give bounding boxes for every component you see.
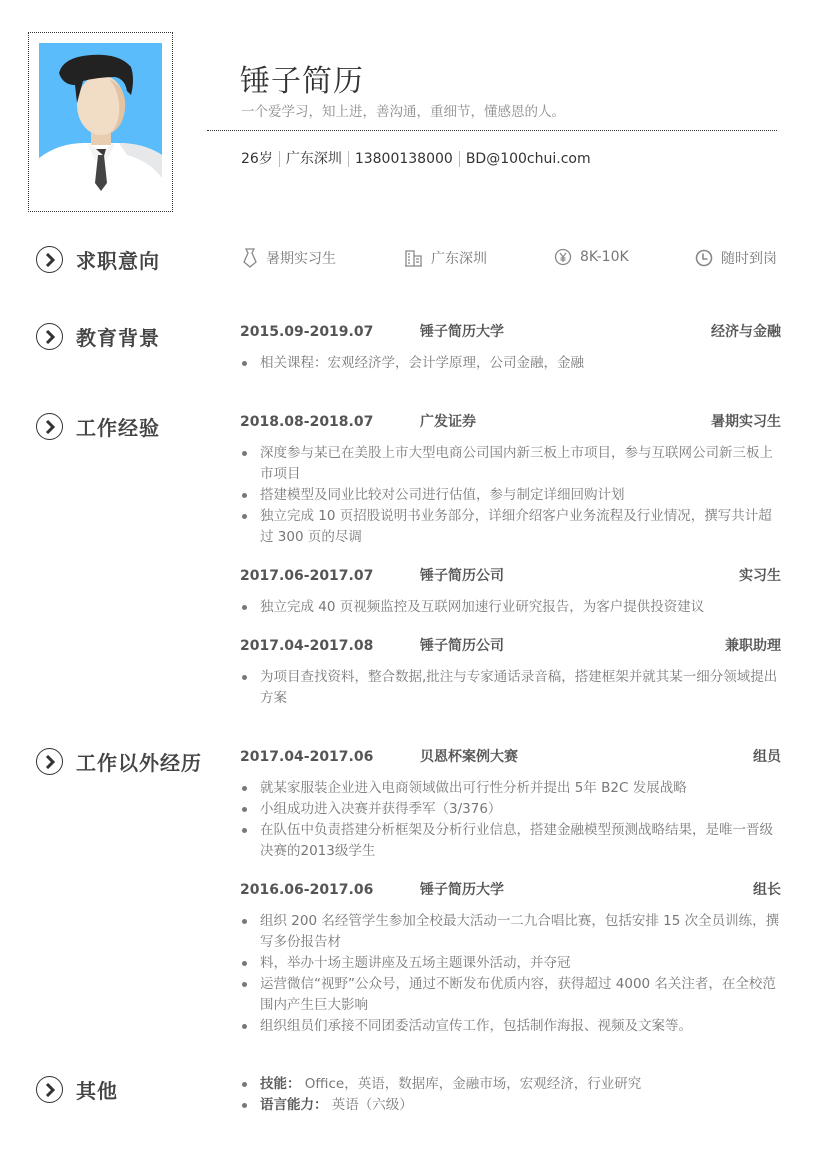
entry-role: 暑期实习生 [711, 414, 781, 430]
yen-icon [554, 248, 572, 266]
chevron-right-circle-icon [36, 413, 63, 440]
entry-date: 2018.08-2018.07 [240, 414, 374, 430]
chevron-right-circle-icon [36, 246, 63, 273]
entry-role: 组长 [753, 882, 781, 898]
avatar [39, 43, 162, 201]
section-title: 教育背景 [76, 326, 160, 350]
extra-bullets [240, 911, 785, 1037]
entry-date: 2017.04-2017.08 [240, 638, 374, 654]
other-bullets [240, 1074, 785, 1116]
tie-icon [242, 248, 258, 268]
entry-date: 2017.06-2017.07 [240, 568, 374, 584]
list-item: 深度参与某已在美股上市大型电商公司国内新三板上市项目，参与互联网公司新三板上市项目 [240, 443, 785, 485]
entry-org: 锤子简历大学 [420, 882, 504, 898]
list-item: 就某家服装企业进入电商领域做出可行性分析并提出 5年 B2C 发展战略 [240, 778, 785, 799]
entry-org: 广发证券 [420, 414, 476, 430]
list-item: 小组成功进入决赛并获得季军（3/376） [240, 799, 785, 820]
contact-line [241, 149, 591, 169]
skill-label: 技能： [260, 1076, 301, 1092]
list-item: 为项目查找资料，整合数据,批注与专家通话录音稿，搭建框架并就其某一细分领域提出方案 [240, 667, 785, 709]
list-item [240, 1074, 785, 1095]
separator [348, 151, 349, 167]
list-item: 相关课程：宏观经济学，会计学原理，公司金融，金融 [240, 353, 785, 374]
section-heading-other [36, 1075, 118, 1104]
entry-date: 2017.04-2017.06 [240, 749, 374, 765]
entry-role: 实习生 [739, 568, 781, 584]
work-bullets [240, 443, 785, 548]
skill-value: Office，英语，数据库，金融市场，宏观经济，行业研究 [304, 1076, 642, 1092]
language-label: 语言能力： [260, 1097, 328, 1113]
intent-location: 广东深圳 [405, 248, 487, 268]
section-heading-extra [36, 747, 202, 776]
section-title: 工作经验 [76, 416, 160, 440]
section-title: 工作以外经历 [76, 751, 202, 775]
list-item [240, 1095, 785, 1116]
list-item: 独立完成 10 页招股说明书业务部分，详细介绍客户业务流程及行业情况，撰写共计超过 300 页的尽调 [240, 506, 785, 548]
clock-icon [695, 249, 713, 267]
chevron-right-circle-icon [36, 1076, 63, 1103]
contact-phone: 13800138000 [354, 151, 453, 167]
building-icon [405, 249, 423, 267]
separator [459, 151, 460, 167]
education-bullets [240, 353, 785, 374]
entry-role: 兼职助理 [725, 638, 781, 654]
intent-availability: 随时到岗 [695, 248, 777, 268]
profile-photo-frame [28, 32, 173, 212]
chevron-right-circle-icon [36, 748, 63, 775]
section-heading-work [36, 412, 160, 441]
entry-org: 贝恩杯案例大赛 [420, 749, 518, 765]
list-item: 料，举办十场主题讲座及五场主题课外活动，并夺冠 [240, 953, 785, 974]
contact-age: 26岁 [241, 151, 273, 167]
list-item: 独立完成 40 页视频监控及互联网加速行业研究报告，为客户提供投资建议 [240, 597, 785, 618]
list-item: 在队伍中负责搭建分析框架及分析行业信息，搭建金融模型预测战略结果，是唯一晋级决赛的2013级学生 [240, 820, 785, 862]
chevron-right-circle-icon [36, 323, 63, 350]
list-item: 组织组员们承接不同团委活动宣传工作，包括制作海报、视频及文案等。 [240, 1016, 785, 1037]
entry-org: 锤子简历公司 [420, 568, 504, 584]
section-title: 求职意向 [76, 249, 160, 273]
intent-salary: 8K-10K [554, 248, 629, 266]
entry-org: 锤子简历公司 [420, 638, 504, 654]
section-heading-education [36, 322, 160, 351]
list-item: 组织 200 名经管学生参加全校最大活动一二九合唱比赛，包括安排 15 次全员训练，撰写多份报告材 [240, 911, 785, 953]
entry-role: 组员 [753, 749, 781, 765]
resume-name: 锤子简历 [240, 64, 364, 99]
section-title: 其他 [76, 1079, 118, 1103]
contact-email: BD@100chui.com [465, 151, 591, 167]
header-divider [207, 130, 777, 131]
entry-org: 锤子简历大学 [420, 324, 504, 340]
section-heading-intent [36, 245, 160, 274]
work-bullets [240, 667, 785, 709]
extra-bullets [240, 778, 785, 862]
language-value: 英语（六级） [331, 1097, 413, 1113]
contact-location: 广东深圳 [285, 151, 342, 167]
separator [279, 151, 280, 167]
work-bullets [240, 597, 785, 618]
entry-date: 2016.06-2017.06 [240, 882, 374, 898]
entry-date: 2015.09-2019.07 [240, 324, 374, 340]
motto: 一个爱学习，知上进，善沟通，重细节，懂感恩的人。 [241, 104, 565, 120]
entry-role: 经济与金融 [711, 324, 781, 340]
list-item: 搭建模型及同业比较对公司进行估值，参与制定详细回购计划 [240, 485, 785, 506]
list-item: 运营微信“视野”公众号，通过不断发布优质内容，获得超过 4000 名关注者，在全校范围内产生巨大影响 [240, 974, 785, 1016]
avatar-illustration-icon [39, 43, 162, 201]
intent-position: 暑期实习生 [242, 248, 336, 268]
